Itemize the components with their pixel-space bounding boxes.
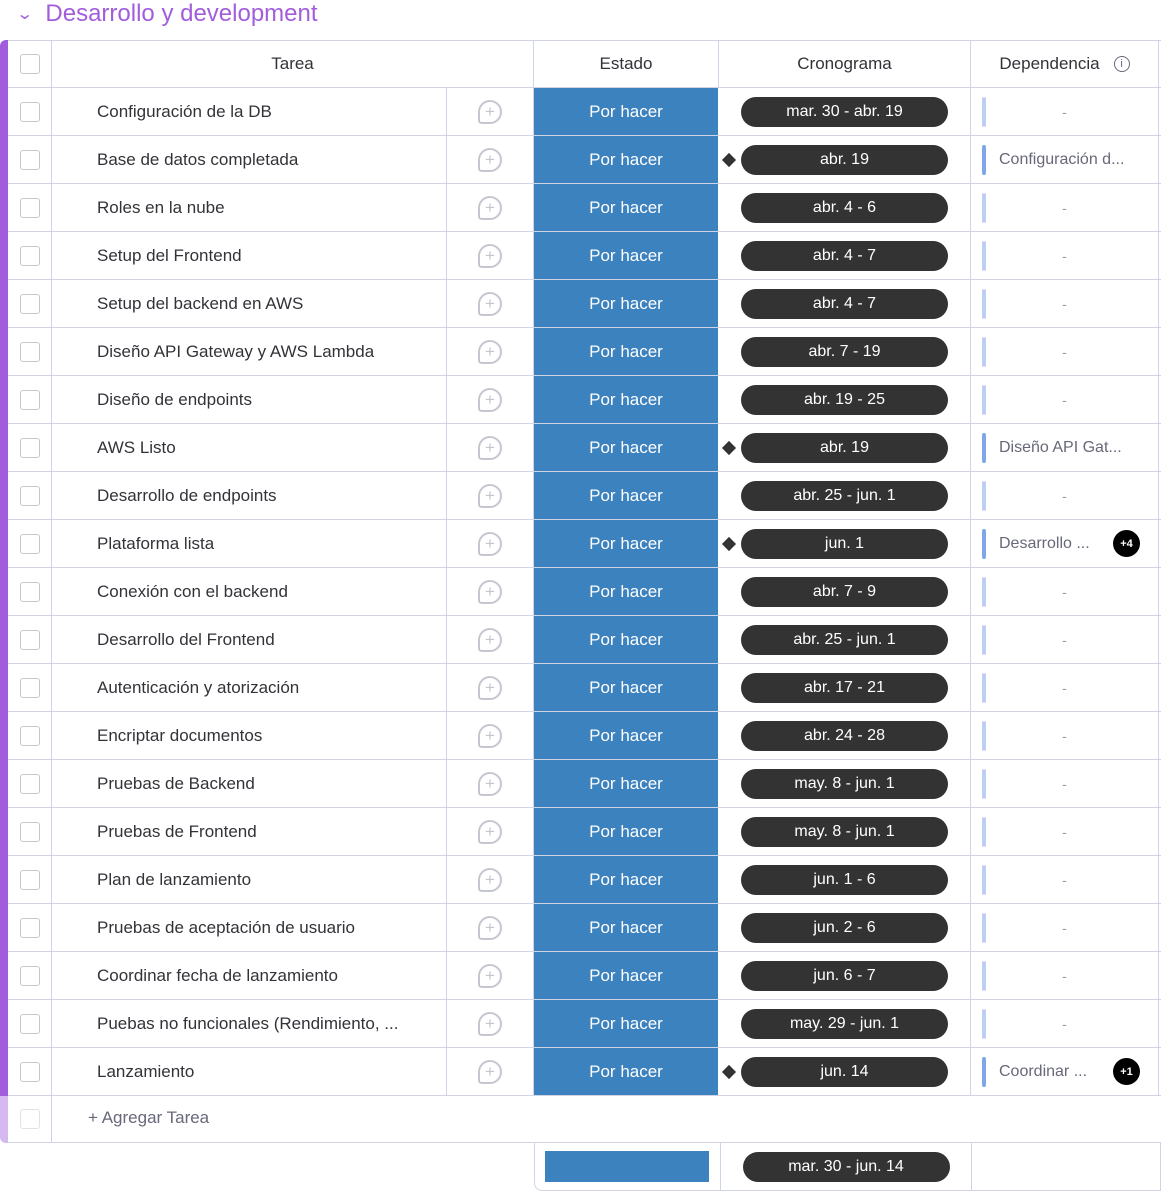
column-header-status[interactable]: Estado	[534, 41, 719, 87]
dependency-text: Coordinar ...	[999, 1062, 1088, 1080]
milestone-diamond-icon	[722, 1065, 736, 1079]
dependency-empty: -	[1062, 391, 1067, 408]
add-update-button[interactable]	[447, 952, 534, 999]
table-row	[8, 760, 1161, 808]
group-color-bar	[0, 40, 8, 1096]
timeline-cell[interactable]	[719, 232, 971, 279]
row-checkbox[interactable]	[8, 184, 52, 231]
add-comment-icon: +	[478, 724, 502, 748]
add-comment-icon: +	[478, 196, 502, 220]
timeline-cell[interactable]	[719, 424, 971, 471]
add-comment-icon: +	[478, 484, 502, 508]
timeline-pill: abr. 25 - jun. 1	[741, 625, 948, 655]
dependency-text: Configuración d...	[999, 150, 1125, 168]
dependency-cell[interactable]	[971, 616, 1159, 663]
timeline-pill: abr. 7 - 19	[741, 337, 948, 367]
timeline-cell[interactable]	[719, 184, 971, 231]
status-cell[interactable]: Por hacer	[534, 520, 719, 567]
status-cell[interactable]: Por hacer	[534, 376, 719, 423]
add-update-button[interactable]	[447, 616, 534, 663]
add-update-button[interactable]	[447, 856, 534, 903]
task-name[interactable]: Diseño de endpoints	[52, 376, 447, 423]
status-cell[interactable]: Por hacer	[534, 904, 719, 951]
dependency-cell[interactable]	[971, 1048, 1159, 1095]
add-update-button[interactable]	[447, 760, 534, 807]
add-update-button[interactable]	[447, 232, 534, 279]
info-icon[interactable]: i	[1114, 56, 1130, 72]
timeline-pill: abr. 19 - 25	[741, 385, 948, 415]
status-cell[interactable]: Por hacer	[534, 328, 719, 375]
timeline-cell[interactable]	[719, 904, 971, 951]
dependency-empty: -	[1062, 199, 1067, 216]
row-checkbox[interactable]	[8, 328, 52, 375]
table-row	[8, 376, 1161, 424]
task-name[interactable]: Pruebas de Backend	[52, 760, 447, 807]
table-row	[8, 88, 1161, 136]
task-name[interactable]: Desarrollo del Frontend	[52, 616, 447, 663]
timeline-pill: abr. 4 - 7	[741, 289, 948, 319]
dependency-empty: -	[1062, 487, 1067, 504]
row-checkbox[interactable]	[8, 952, 52, 999]
more-dependencies-badge[interactable]: +1	[1113, 1058, 1140, 1085]
table-row	[8, 472, 1161, 520]
timeline-pill: mar. 30 - abr. 19	[741, 97, 948, 127]
add-update-button[interactable]	[447, 424, 534, 471]
add-comment-icon: +	[478, 580, 502, 604]
timeline-cell[interactable]	[719, 808, 971, 855]
dependency-empty: -	[1062, 295, 1067, 312]
row-checkbox[interactable]	[8, 376, 52, 423]
add-comment-icon: +	[478, 1012, 502, 1036]
table-row	[8, 280, 1161, 328]
timeline-cell[interactable]	[719, 1048, 971, 1095]
dependency-empty: -	[1062, 103, 1067, 120]
table-row	[8, 520, 1161, 568]
add-update-button[interactable]	[447, 1000, 534, 1047]
status-cell[interactable]: Por hacer	[534, 136, 719, 183]
group-color-bar-add	[0, 1096, 8, 1143]
timeline-cell[interactable]	[719, 280, 971, 327]
status-cell[interactable]: Por hacer	[534, 952, 719, 999]
dependency-empty: -	[1062, 631, 1067, 648]
dependency-empty: -	[1062, 967, 1067, 984]
header-row	[8, 40, 1161, 88]
task-name[interactable]: Desarrollo de endpoints	[52, 472, 447, 519]
table-row	[8, 424, 1161, 472]
timeline-pill: jun. 6 - 7	[741, 961, 948, 991]
add-update-button[interactable]	[447, 472, 534, 519]
task-name[interactable]: Diseño API Gateway y AWS Lambda	[52, 328, 447, 375]
dependency-cell[interactable]	[971, 1000, 1159, 1047]
task-name[interactable]: Setup del backend en AWS	[52, 280, 447, 327]
table-row	[8, 904, 1161, 952]
task-name[interactable]: Base de datos completada	[52, 136, 447, 183]
row-checkbox[interactable]	[8, 856, 52, 903]
row-checkbox[interactable]	[8, 616, 52, 663]
row-checkbox[interactable]	[8, 232, 52, 279]
add-comment-icon: +	[478, 388, 502, 412]
status-cell[interactable]: Por hacer	[534, 472, 719, 519]
table-row	[8, 184, 1161, 232]
dependency-cell[interactable]	[971, 664, 1159, 711]
task-name[interactable]: Puebas no funcionales (Rendimiento, ...	[52, 1000, 447, 1047]
add-comment-icon: +	[478, 820, 502, 844]
add-comment-icon: +	[478, 532, 502, 556]
task-name[interactable]: Autenticación y atorización	[52, 664, 447, 711]
timeline-summary-pill: mar. 30 - jun. 14	[743, 1152, 950, 1182]
add-comment-icon: +	[478, 436, 502, 460]
status-cell[interactable]: Por hacer	[534, 232, 719, 279]
dependency-indicator	[982, 433, 986, 463]
dependency-empty: -	[1062, 1015, 1067, 1032]
timeline-cell[interactable]	[719, 568, 971, 615]
add-update-button[interactable]	[447, 520, 534, 567]
timeline-cell[interactable]	[719, 616, 971, 663]
dependency-cell[interactable]	[971, 328, 1159, 375]
timeline-cell[interactable]	[719, 1000, 971, 1047]
timeline-pill: abr. 24 - 28	[741, 721, 948, 751]
status-cell[interactable]: Por hacer	[534, 808, 719, 855]
dependency-empty: -	[1062, 343, 1067, 360]
add-update-button[interactable]	[447, 1048, 534, 1095]
add-update-button[interactable]	[447, 568, 534, 615]
group-header	[15, 0, 318, 28]
dependency-indicator	[982, 529, 986, 559]
timeline-pill: may. 8 - jun. 1	[741, 769, 948, 799]
status-cell[interactable]: Por hacer	[534, 424, 719, 471]
timeline-pill: jun. 1 - 6	[741, 865, 948, 895]
add-comment-icon: +	[478, 676, 502, 700]
add-update-button[interactable]	[447, 136, 534, 183]
row-checkbox[interactable]	[8, 88, 52, 135]
add-task-input[interactable]: + Agregar Tarea	[88, 1108, 210, 1127]
timeline-cell[interactable]	[719, 520, 971, 567]
more-dependencies-badge[interactable]: +4	[1113, 530, 1140, 557]
add-update-button[interactable]	[447, 184, 534, 231]
dependency-indicator	[982, 145, 986, 175]
dependency-label: Dependencia	[999, 54, 1100, 73]
dependency-cell[interactable]	[971, 760, 1159, 807]
timeline-cell[interactable]	[719, 760, 971, 807]
task-name[interactable]: Plataforma lista	[52, 520, 447, 567]
timeline-cell[interactable]	[719, 952, 971, 999]
dependency-cell[interactable]	[971, 808, 1159, 855]
table-row	[8, 616, 1161, 664]
row-checkbox[interactable]	[8, 1000, 52, 1047]
summary-footer	[534, 1143, 1161, 1191]
dependency-cell[interactable]	[971, 472, 1159, 519]
dependency-empty: -	[1062, 871, 1067, 888]
dependency-cell[interactable]	[971, 856, 1159, 903]
task-name[interactable]: Pruebas de Frontend	[52, 808, 447, 855]
task-name[interactable]: Coordinar fecha de lanzamiento	[52, 952, 447, 999]
add-update-button[interactable]	[447, 808, 534, 855]
timeline-cell[interactable]	[719, 856, 971, 903]
timeline-cell[interactable]	[719, 664, 971, 711]
timeline-cell[interactable]	[719, 88, 971, 135]
dependency-cell[interactable]	[971, 520, 1159, 567]
row-checkbox[interactable]	[8, 1048, 52, 1095]
table-row	[8, 808, 1161, 856]
status-cell[interactable]: Por hacer	[534, 280, 719, 327]
row-checkbox[interactable]	[8, 568, 52, 615]
task-name[interactable]: AWS Listo	[52, 424, 447, 471]
dependency-empty: -	[1062, 727, 1067, 744]
task-name[interactable]: Encriptar documentos	[52, 712, 447, 759]
row-checkbox[interactable]	[8, 808, 52, 855]
timeline-pill: abr. 19	[741, 433, 948, 463]
add-comment-icon: +	[478, 628, 502, 652]
timeline-pill: abr. 19	[741, 145, 948, 175]
milestone-diamond-icon	[722, 537, 736, 551]
table-row	[8, 856, 1161, 904]
milestone-diamond-icon	[722, 153, 736, 167]
add-comment-icon: +	[478, 340, 502, 364]
add-update-button[interactable]	[447, 712, 534, 759]
row-checkbox[interactable]	[8, 520, 52, 567]
dependency-cell[interactable]	[971, 136, 1159, 183]
row-checkbox[interactable]	[8, 424, 52, 471]
group-title[interactable]: Desarrollo y development	[45, 0, 318, 27]
timeline-pill: abr. 25 - jun. 1	[741, 481, 948, 511]
task-name[interactable]: Roles en la nube	[52, 184, 447, 231]
add-comment-icon: +	[478, 964, 502, 988]
chevron-down-icon[interactable]: ⌄	[15, 6, 34, 23]
table-row	[8, 1000, 1161, 1048]
timeline-pill: abr. 7 - 9	[741, 577, 948, 607]
dependency-empty: -	[1062, 247, 1067, 264]
dependency-indicator	[982, 1057, 986, 1087]
task-name[interactable]: Setup del Frontend	[52, 232, 447, 279]
row-checkbox[interactable]	[8, 760, 52, 807]
table-row	[8, 328, 1161, 376]
dependency-empty: -	[1062, 775, 1067, 792]
add-update-button[interactable]	[447, 280, 534, 327]
task-name[interactable]: Conexión con el backend	[52, 568, 447, 615]
add-update-button[interactable]	[447, 664, 534, 711]
row-checkbox[interactable]	[8, 136, 52, 183]
column-header-task[interactable]: Tarea	[52, 41, 534, 87]
timeline-pill: abr. 4 - 7	[741, 241, 948, 271]
column-header-dependency[interactable]	[971, 41, 1159, 87]
timeline-pill: abr. 4 - 6	[741, 193, 948, 223]
row-checkbox[interactable]	[8, 712, 52, 759]
row-checkbox[interactable]	[8, 664, 52, 711]
task-name[interactable]: Pruebas de aceptación de usuario	[52, 904, 447, 951]
column-header-timeline[interactable]: Cronograma	[719, 41, 971, 87]
dependency-cell[interactable]	[971, 568, 1159, 615]
dependency-empty: -	[1062, 919, 1067, 936]
add-comment-icon: +	[478, 292, 502, 316]
timeline-pill: may. 29 - jun. 1	[741, 1009, 948, 1039]
timeline-pill: jun. 2 - 6	[741, 913, 948, 943]
status-cell[interactable]: Por hacer	[534, 856, 719, 903]
table-row	[8, 712, 1161, 760]
status-cell[interactable]: Por hacer	[534, 88, 719, 135]
dependency-cell[interactable]	[971, 952, 1159, 999]
status-cell[interactable]: Por hacer	[534, 1048, 719, 1095]
dependency-cell[interactable]	[971, 712, 1159, 759]
add-comment-icon: +	[478, 148, 502, 172]
timeline-pill: abr. 17 - 21	[741, 673, 948, 703]
add-update-button[interactable]	[447, 376, 534, 423]
dependency-cell[interactable]	[971, 88, 1159, 135]
timeline-cell[interactable]	[719, 328, 971, 375]
timeline-cell[interactable]	[719, 712, 971, 759]
add-update-button[interactable]	[447, 904, 534, 951]
dependency-cell[interactable]	[971, 280, 1159, 327]
dependency-cell[interactable]	[971, 904, 1159, 951]
timeline-cell[interactable]	[719, 136, 971, 183]
status-cell[interactable]: Por hacer	[534, 664, 719, 711]
timeline-cell[interactable]	[719, 472, 971, 519]
dependency-empty: -	[1062, 823, 1067, 840]
milestone-diamond-icon	[722, 441, 736, 455]
table-row	[8, 1048, 1161, 1096]
status-summary-bar	[545, 1151, 709, 1182]
add-comment-icon: +	[478, 772, 502, 796]
add-update-button[interactable]	[447, 88, 534, 135]
dependency-cell[interactable]	[971, 376, 1159, 423]
add-comment-icon: +	[478, 100, 502, 124]
table-row	[8, 664, 1161, 712]
task-name[interactable]: Lanzamiento	[52, 1048, 447, 1095]
row-checkbox[interactable]	[8, 280, 52, 327]
status-cell[interactable]: Por hacer	[534, 568, 719, 615]
row-checkbox[interactable]	[8, 904, 52, 951]
dependency-cell[interactable]	[971, 424, 1159, 471]
add-comment-icon: +	[478, 244, 502, 268]
table-row	[8, 568, 1161, 616]
timeline-cell[interactable]	[719, 376, 971, 423]
timeline-pill: jun. 1	[741, 529, 948, 559]
status-cell[interactable]: Por hacer	[534, 616, 719, 663]
add-comment-icon: +	[478, 916, 502, 940]
status-cell[interactable]: Por hacer	[534, 184, 719, 231]
status-cell[interactable]: Por hacer	[534, 760, 719, 807]
dependency-text: Diseño API Gat...	[999, 438, 1122, 456]
add-comment-icon: +	[478, 868, 502, 892]
dependency-cell[interactable]	[971, 232, 1159, 279]
dependency-empty: -	[1062, 679, 1067, 696]
dependency-text: Desarrollo ...	[999, 534, 1090, 552]
dependency-cell[interactable]	[971, 184, 1159, 231]
table-row	[8, 232, 1161, 280]
row-checkbox[interactable]	[8, 472, 52, 519]
table-row	[8, 136, 1161, 184]
timeline-pill: may. 8 - jun. 1	[741, 817, 948, 847]
add-update-button[interactable]	[447, 328, 534, 375]
status-cell[interactable]: Por hacer	[534, 712, 719, 759]
add-task-row	[8, 1096, 1161, 1143]
dependency-empty: -	[1062, 583, 1067, 600]
select-all-checkbox[interactable]	[8, 41, 52, 87]
timeline-pill: jun. 14	[741, 1057, 948, 1087]
table-row	[8, 952, 1161, 1000]
status-cell[interactable]: Por hacer	[534, 1000, 719, 1047]
add-row-checkbox	[8, 1096, 52, 1142]
add-comment-icon: +	[478, 1060, 502, 1084]
task-name[interactable]: Plan de lanzamiento	[52, 856, 447, 903]
task-name[interactable]: Configuración de la DB	[52, 88, 447, 135]
